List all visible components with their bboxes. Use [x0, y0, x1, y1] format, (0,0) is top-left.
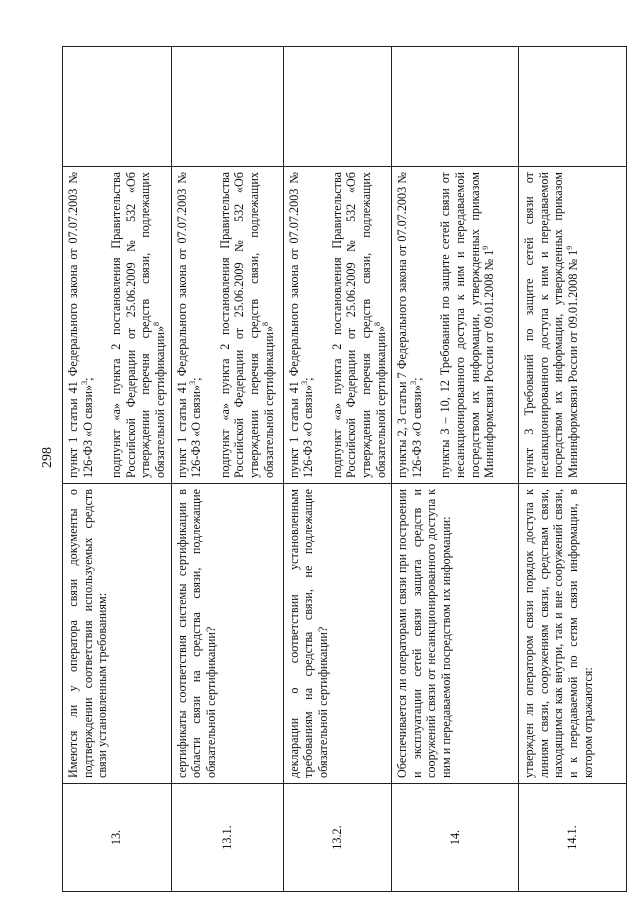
reference-cell: [63, 167, 172, 484]
reference-text: пункт 1 статьи 41 Федерального закона от 07.07.2003 № 126-ФЗ «О связи»$^3$;: [66, 172, 95, 478]
table-row: [519, 47, 627, 892]
empty-cell: [63, 47, 172, 167]
row-number: 13.1.: [171, 784, 283, 892]
reference-text: подпункт «а» пункта 2 постановления Правительства Российской Федерации от 25.06.2009 № 532 «Об утверждении перечня средств связи, подлежащих обязательной сертификации»$^8$: [109, 172, 167, 478]
question-cell: Имеются ли у оператора связи документы о подтверждении соответствия используемых средств связи установленным требованиям:: [63, 484, 172, 784]
table-row: [63, 47, 172, 892]
reference-cell: [519, 167, 627, 484]
row-number: 14.: [392, 784, 519, 892]
reference-text: пункт 1 статьи 41 Федерального закона от 07.07.2003 № 126-ФЗ «О связи»$^3$;: [174, 172, 204, 478]
row-number: 13.: [63, 784, 172, 892]
reference-text: подпункт «а» пункта 2 постановления Правительства Российской Федерации от 25.06.2009 № 532 «Об утверждении перечня средств связи, подлежащих обязательной сертификации»$^8$: [329, 172, 388, 478]
reference-text: пункты 2, 3 статьи 7 Федерального закона от 07.07.2003 № 126-ФЗ «О связи»$^3$;: [395, 172, 424, 478]
empty-cell: [171, 47, 283, 167]
row-number: 13.2.: [283, 784, 392, 892]
question-cell: Обеспечивается ли операторами связи при построении и эксплуатации сетей связи защита средств и сооружений связи от несанкционированного доступа к ним и передаваемой посредством их информации:: [392, 484, 519, 784]
question-cell: утвержден ли оператором связи порядок доступа к линиям связи, сооружениям связи, средствам связи, находящимся как внутри, так и вне сооружений связи, и к передаваемой по сетям связи информации, в котором отражаются:: [519, 484, 627, 784]
table-row: [171, 47, 283, 892]
table-row: [392, 47, 519, 892]
row-number: 14.1.: [519, 784, 627, 892]
reference-text: пункт 1 статьи 41 Федерального закона от 07.07.2003 № 126-ФЗ «О связи»$^3$;: [286, 172, 316, 478]
empty-cell: [519, 47, 627, 167]
empty-cell: [283, 47, 392, 167]
page-number: 298: [40, 447, 55, 468]
reference-text: пункт 3 Требований по защите сетей связи от несанкционированного доступа к ним и передаваемой посредством их информации, утвержденных приказом Мининформсвязи России от 09.01.2008 № $1^9$: [522, 172, 580, 478]
table-row: [283, 47, 392, 892]
reference-text: подпункт «а» пункта 2 постановления Правительства Российской Федерации от 25.06.2009 № 532 «Об утверждении перечня средств связи, подлежащих обязательной сертификации»$^8$: [217, 172, 276, 478]
question-cell: сертификаты соответствия системы сертификации в области связи на средства связи, подлежащие обязательной сертификации?: [171, 484, 283, 784]
reference-cell: [171, 167, 283, 484]
empty-cell: [392, 47, 519, 167]
question-cell: декларации о соответствии установленным требованиям на средства связи, не подлежащие обязательной сертификации?: [283, 484, 392, 784]
rotated-table-container: [62, 47, 595, 892]
reference-cell: [392, 167, 519, 484]
reference-text: пункты 3 – 10, 12 Требований по защите сетей связи от несанкционированного доступа к ним и передаваемой посредством их информации, утвержденных приказом Мининформсвязи России от 09.01.2008 № $1^9$: [438, 172, 497, 478]
reference-cell: [283, 167, 392, 484]
requirements-table: [62, 46, 627, 892]
